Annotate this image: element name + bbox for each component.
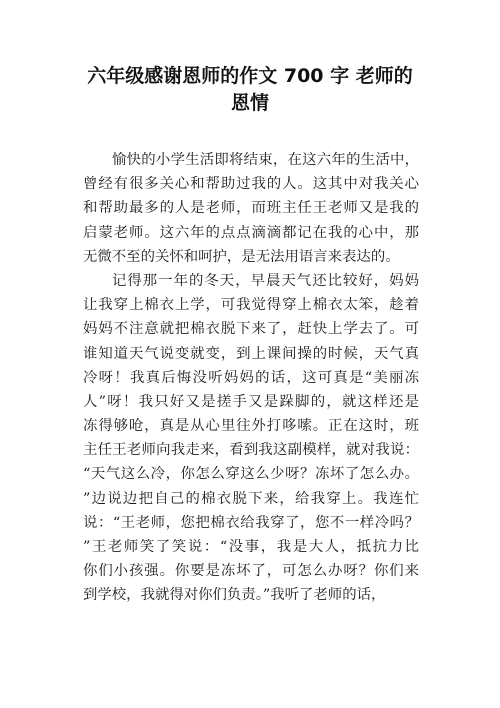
text-line: 让我穿上棉衣上学，可我觉得穿上棉衣太笨，趁着 (83, 297, 419, 314)
document-title (60, 63, 440, 117)
text-line: 冷呀！我真后悔没听妈妈的话，这可真是“美丽冻 (83, 369, 419, 386)
text-line: ”边说边把自己的棉衣脱下来，给我穿上。我连忙 (83, 490, 419, 507)
text-line: 人”呀！我只好又是搓手又是跺脚的，就这样还是 (83, 393, 419, 410)
text-line: 愉快的小学生活即将结束，在这六年的生活中， (112, 152, 419, 168)
text-line: 你们小孩强。你要是冻坏了，可怎么办呀？你们来 (83, 563, 419, 580)
text-line: 冻得够呛，真是从心里往外打哆嗦。正在这时，班 (83, 418, 419, 435)
text-line: 说：“王老师，您把棉衣给我穿了，您不一样冷吗？ (83, 514, 419, 531)
text-line: 妈妈不注意就把棉衣脱下来了，赶快上学去了。可 (83, 321, 419, 338)
text-line: “天气这么冷，你怎么穿这么少呀？冻坏了怎么办。 (83, 466, 419, 483)
text-line: 启蒙老师。这六年的点点滴滴都记在我的心中，那 (83, 224, 419, 241)
text-line: 和帮助最多的人是老师，而班主任王老师又是我的 (83, 200, 419, 217)
title-line-2: 恩情 (230, 92, 269, 114)
text-line: 谁知道天气说变就变，到上课间操的时候，天气真 (83, 345, 419, 362)
text-line: 记得那一年的冬天，早晨天气还比较好，妈妈 (112, 272, 419, 289)
text-line: 到学校，我就得对你们负责。”我听了老师的话， (83, 587, 386, 604)
text-line: 曾经有很多关心和帮助过我的人。这其中对我关心 (83, 176, 419, 193)
text-line: 无微不至的关怀和呵护，是无法用语言来表达的。 (83, 248, 400, 265)
paragraph-2 (83, 269, 419, 608)
text-line: ”王老师笑了笑说：“没事，我是大人，抵抗力比 (83, 539, 419, 555)
title-line-1: 六年级感谢恩师的作文 700 字 老师的 (87, 65, 413, 87)
paragraph-1 (83, 148, 419, 269)
text-line: 主任王老师向我走来，看到我这副模样，就对我说： (83, 442, 419, 459)
document-body (83, 148, 419, 608)
